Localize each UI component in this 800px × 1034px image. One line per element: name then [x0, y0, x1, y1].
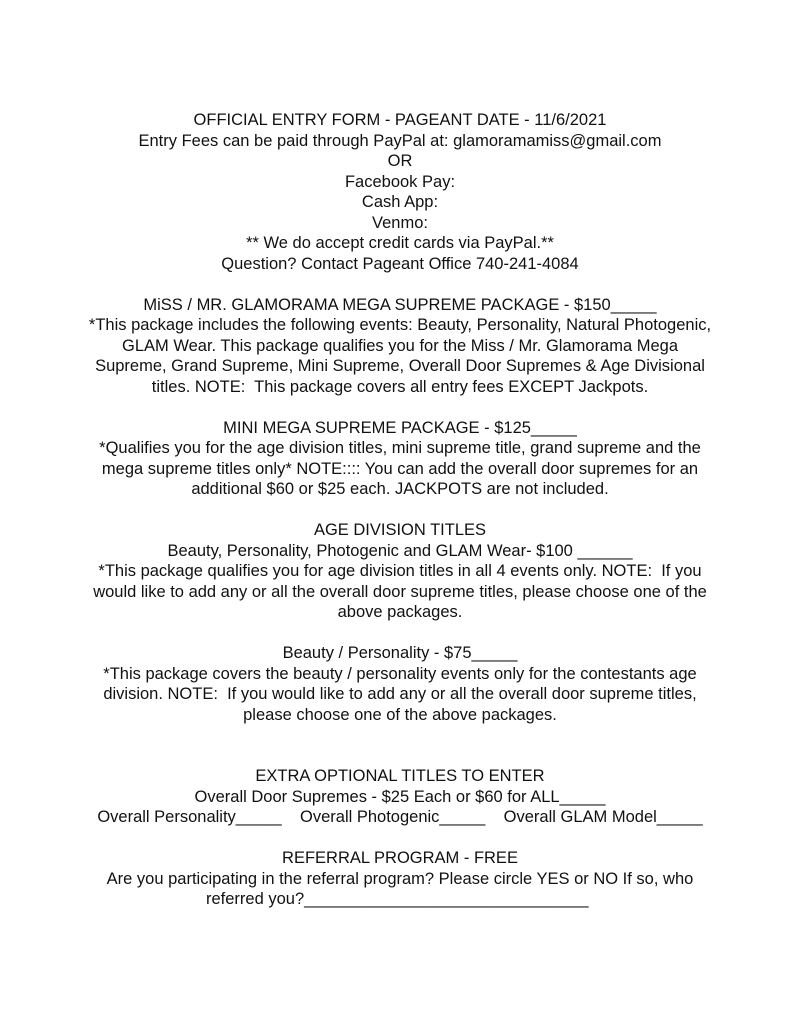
section-subtitle: Beauty, Personality, Photogenic and GLAM Wear- $100 ______	[167, 541, 633, 560]
section-text: mega supreme titles only* NOTE:::: You can add the overall door supremes for an	[101, 459, 699, 478]
section-text: above packages.	[337, 603, 463, 621]
section-text: division. NOTE: If you would like to add any or all the overall door supreme titles,	[103, 685, 697, 703]
section-text: Overall Door Supremes - $25 Each or $60 for ALL_____	[194, 787, 606, 806]
section-text: please choose one of the above packages.	[243, 705, 557, 724]
section-text: referred you?_______________________________	[206, 890, 589, 908]
header-section	[0, 110, 800, 274]
section-title: AGE DIVISION TITLES	[313, 521, 487, 539]
facebook-pay-line: Facebook Pay:	[344, 172, 456, 191]
credit-card-note: ** We do accept credit cards via PayPal.**	[246, 234, 554, 252]
paypal-line: Entry Fees can be paid through PayPal at: glamoramamiss@gmail.com	[138, 131, 662, 150]
cash-app-line: Cash App:	[361, 193, 439, 211]
section-text: GLAM Wear. This package qualifies you for the Miss / Mr. Glamorama Mega	[121, 336, 679, 355]
mega-supreme-section	[0, 295, 800, 398]
section-text: additional $60 or $25 each. JACKPOTS are not included.	[191, 480, 609, 498]
referral-section	[0, 848, 800, 910]
section-title: MiSS / MR. GLAMORAMA MEGA SUPREME PACKAGE - $150_____	[143, 295, 657, 314]
mini-mega-section	[0, 418, 800, 500]
section-text: Supreme, Grand Supreme, Mini Supreme, Overall Door Supremes & Age Divisional	[95, 357, 705, 375]
or-line: OR	[387, 152, 413, 170]
section-text: titles. NOTE: This package covers all entry fees EXCEPT Jackpots.	[151, 377, 649, 396]
section-text: Overall Personality_____ Overall Photogenic_____ Overall GLAM Model_____	[97, 808, 703, 826]
beauty-personality-section	[0, 643, 800, 725]
extra-titles-section	[0, 766, 800, 828]
section-text: *This package covers the beauty / personality events only for the contestants age	[103, 664, 697, 683]
section-text: Are you participating in the referral program? Please circle YES or NO If so, who	[106, 869, 694, 888]
section-title: Beauty / Personality - $75_____	[282, 644, 518, 662]
contact-line: Question? Contact Pageant Office 740-241-4084	[221, 254, 579, 273]
age-division-section	[0, 520, 800, 623]
form-title: OFFICIAL ENTRY FORM - PAGEANT DATE - 11/6/2021	[193, 111, 607, 129]
section-text: would like to add any or all the overall door supreme titles, please choose one of the	[93, 582, 707, 601]
section-title: EXTRA OPTIONAL TITLES TO ENTER	[255, 767, 545, 785]
section-text: *This package includes the following events: Beauty, Personality, Natural Photogenic,	[88, 316, 712, 334]
section-text: *This package qualifies you for age division titles in all 4 events only. NOTE: If you	[98, 562, 702, 580]
section-text: *Qualifies you for the age division titles, mini supreme title, grand supreme and the	[99, 439, 701, 457]
section-title: REFERRAL PROGRAM - FREE	[282, 849, 518, 867]
section-title: MINI MEGA SUPREME PACKAGE - $125_____	[223, 418, 577, 437]
venmo-line: Venmo:	[372, 213, 428, 232]
